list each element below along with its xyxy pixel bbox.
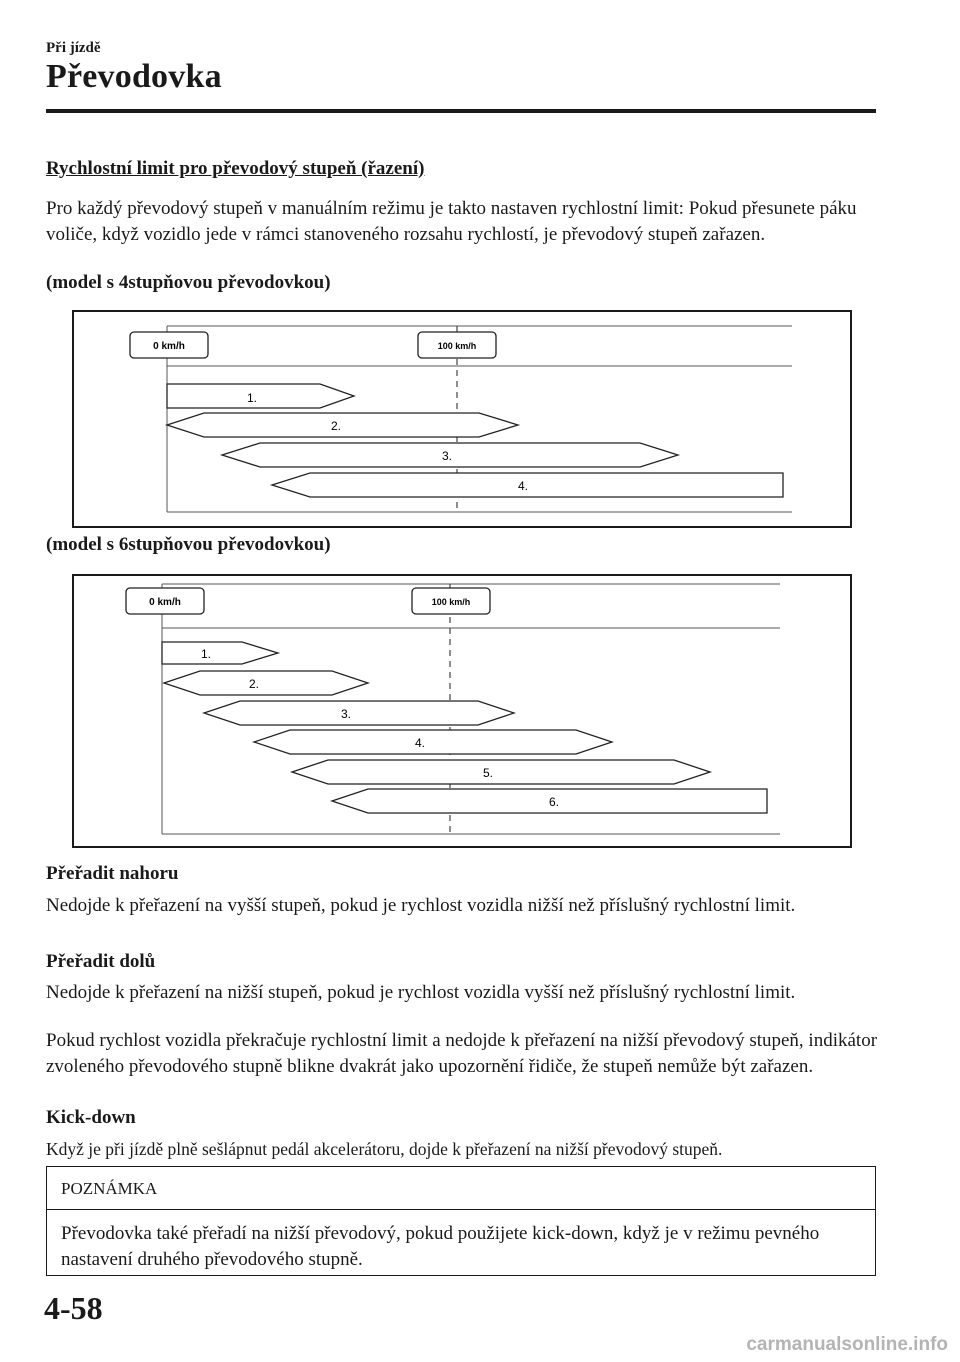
gear-diagram-6speed	[72, 574, 852, 848]
gear-1-label: 1.	[200, 647, 212, 661]
gear-diagram-6speed-svg	[74, 576, 850, 846]
kickdown-text: Když je při jízdě plně sešlápnut pedál akcelerátoru, dojde k přeřazení na nižší převodový stupeň.	[46, 1139, 723, 1159]
gear-4-label: 4.	[517, 479, 529, 493]
note-text: Převodovka také přeřadí na nižší převodový, pokud použijete kick-down, když je v režimu pevného nastavení druhého převodového stupně.	[61, 1223, 820, 1270]
page-number: 4-58	[44, 1290, 103, 1326]
gear-2-label: 2.	[330, 419, 342, 433]
section-label: Při jízdě	[46, 40, 101, 56]
model4-caption: (model s 4stupňovou převodovkou)	[46, 272, 331, 293]
gear-5-range	[292, 760, 710, 784]
speed-label-0-text: 0 km/h	[153, 341, 185, 352]
gear-1-range	[167, 384, 354, 408]
gear-4-range	[254, 730, 612, 754]
note-box	[46, 1166, 876, 1276]
model6-caption: (model s 6stupňovou převodovkou)	[46, 534, 331, 555]
note-header	[47, 1167, 875, 1210]
gear-3-range	[204, 701, 514, 725]
watermark: carmanualsonline.info	[746, 1334, 948, 1355]
shift-down-heading: Přeřadit dolů	[46, 951, 156, 972]
gear-3-label: 3.	[340, 707, 352, 721]
speed-label-0-text: 0 km/h	[149, 597, 181, 608]
shift-up-text: Nedojde k přeřazení na vyšší stupeň, pokud je rychlost vozidla nižší než příslušný rychlostní limit.	[46, 895, 796, 916]
shift-down-text-1: Nedojde k přeřazení na nižší stupeň, pokud je rychlost vozidla vyšší než příslušný rychlostní limit.	[46, 982, 796, 1003]
gear-2-label: 2.	[248, 677, 260, 691]
gear-6-label: 6.	[548, 795, 560, 809]
gear-2-range	[164, 671, 368, 695]
kickdown-heading: Kick-down	[46, 1107, 136, 1128]
gear-diagram-4speed	[72, 310, 852, 528]
gear-2-range	[167, 413, 518, 437]
gear-1-range	[162, 642, 278, 664]
gear-5-label: 5.	[482, 766, 494, 780]
speed-label-100-text: 100 km/h	[431, 597, 471, 607]
shift-up-heading: Přeřadit nahoru	[46, 863, 179, 884]
speed-label-100-text: 100 km/h	[437, 341, 477, 351]
gear-1-label: 1.	[246, 391, 258, 405]
shift-down-text-2: Pokud rychlost vozidla překračuje rychlostní limit a nedojde k přeřazení na nižší převodový stupeň, indikátor zvoleného převodového stupně blikne dvakrát jako upozornění řidiče, že stupeň nemůže být zařazen.	[46, 1030, 878, 1077]
gear-diagram-4speed-svg	[74, 312, 850, 526]
gear-3-label: 3.	[441, 449, 453, 463]
gear-4-label: 4.	[414, 736, 426, 750]
intro-paragraph: Pro každý převodový stupeň v manuálním režimu je takto nastaven rychlostní limit: Pokud přesunete páku voliče, když vozidlo jede v rámci stanoveného rozsahu rychlostí, je převodový stupeň zařazen.	[46, 198, 857, 245]
page-title: Převodovka	[46, 58, 222, 95]
sub-heading: Rychlostní limit pro převodový stupeň (řazení)	[46, 158, 425, 179]
note-heading: POZNÁMKA	[61, 1179, 158, 1198]
title-rule	[46, 109, 876, 113]
